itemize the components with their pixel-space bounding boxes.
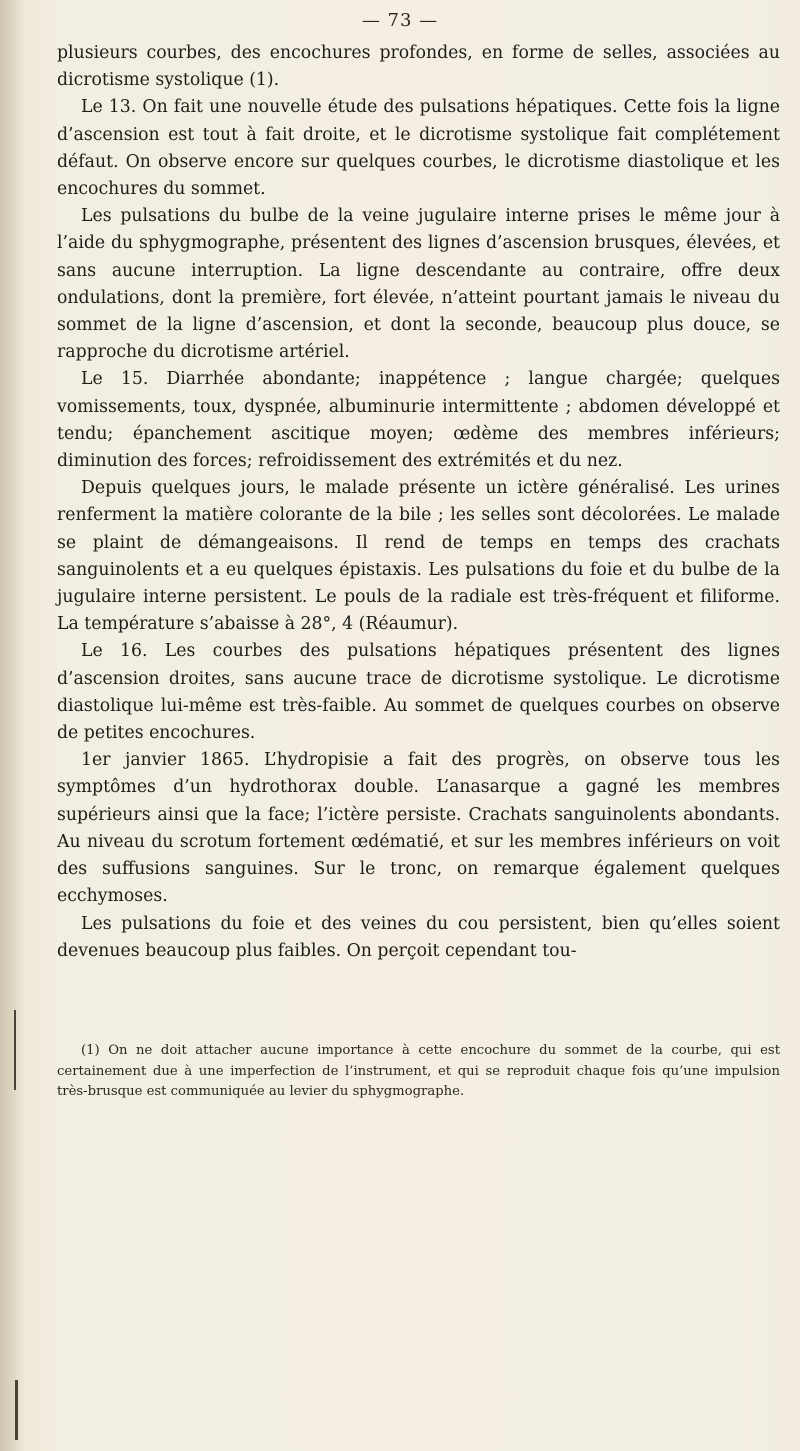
paragraph: Depuis quelques jours, le malade présente un ictère généralisé. Les urines renferment la matière colorante de la bile ; les selles sont décolorées. Le malade se plaint de démangeaisons. Il rend de temps en temps des crachats sanguinolents et a eu quelques épistaxis. Les pulsations du foie et du bulbe de la jugulaire interne persistent. Le pouls de la radiale est très-fréquent et filiforme. La température s’abaisse à 28°, 4 (Réaumur). [57,478,780,635]
paragraph: plusieurs courbes, des encochures profondes, en forme de selles, associées au dicrotisme systolique (1). [57,43,780,91]
paragraph: Les pulsations du bulbe de la veine jugulaire interne prises le même jour à l’aide du sphygmographe, présentent des lignes d’ascension brusques, élevées, et sans aucune interruption. La ligne descendante au contraire, offre deux ondulations, dont la première, fort élevée, n’atteint pourtant jamais le niveau du sommet de la ligne d’ascension, et dont la seconde, beaucoup plus douce, se rapproche du dicrotisme artériel. [57,206,780,363]
paragraph: 1er janvier 1865. L’hydropisie a fait des progrès, on observe tous les symptômes d’un hydrothorax double. L’anasarque a gagné les membres supérieurs ainsi que la face; l’ictère persiste. Crachats sanguinolents abondants. Au niveau du scrotum fortement œdématié, et sur les membres inférieurs on voit des suffusions sanguines. Sur le tronc, on remarque également quelques ecchymoses. [57,750,780,907]
page-number: — 73 — [361,10,439,31]
gutter-mark [14,1010,16,1090]
gutter-shadow [0,0,26,1451]
paragraph: Le 16. Les courbes des pulsations hépatiques présentent des lignes d’ascension droites, sans aucune trace de dicrotisme systolique. Le dicrotisme diastolique lui-même est très-faible. Au sommet de quelques courbes on observe de petites encochures. [57,641,780,744]
paragraph: Les pulsations du foie et des veines du cou persistent, bien qu’elles soient devenues beaucoup plus faibles. On perçoit cependant tou- [57,913,780,961]
gutter-mark [15,1380,18,1440]
paragraph: Le 13. On fait une nouvelle étude des pulsations hépatiques. Cette fois la ligne d’ascension est tout à fait droite, et le dicrotisme systolique fait complétement défaut. On observe encore sur quelques courbes, le dicrotisme diastolique et les encochures du sommet. [57,97,780,200]
body-text [57,40,780,965]
paragraph: Le 15. Diarrhée abondante; inappétence ; langue chargée; quelques vomissements, toux, dyspnée, albuminurie intermittente ; abdomen développé et tendu; épanchement ascitique moyen; œdème des membres inférieurs; diminution des forces; refroidissement des extrémités et du nez. [57,369,780,472]
footnote: (1) On ne doit attacher aucune importance à cette encochure du sommet de la courbe, qui est certainement due à une imperfection de l’instrument, et qui se reproduit chaque fois qu’une impulsion très-brusque est communiquée au levier du sphygmographe. [57,1043,780,1099]
